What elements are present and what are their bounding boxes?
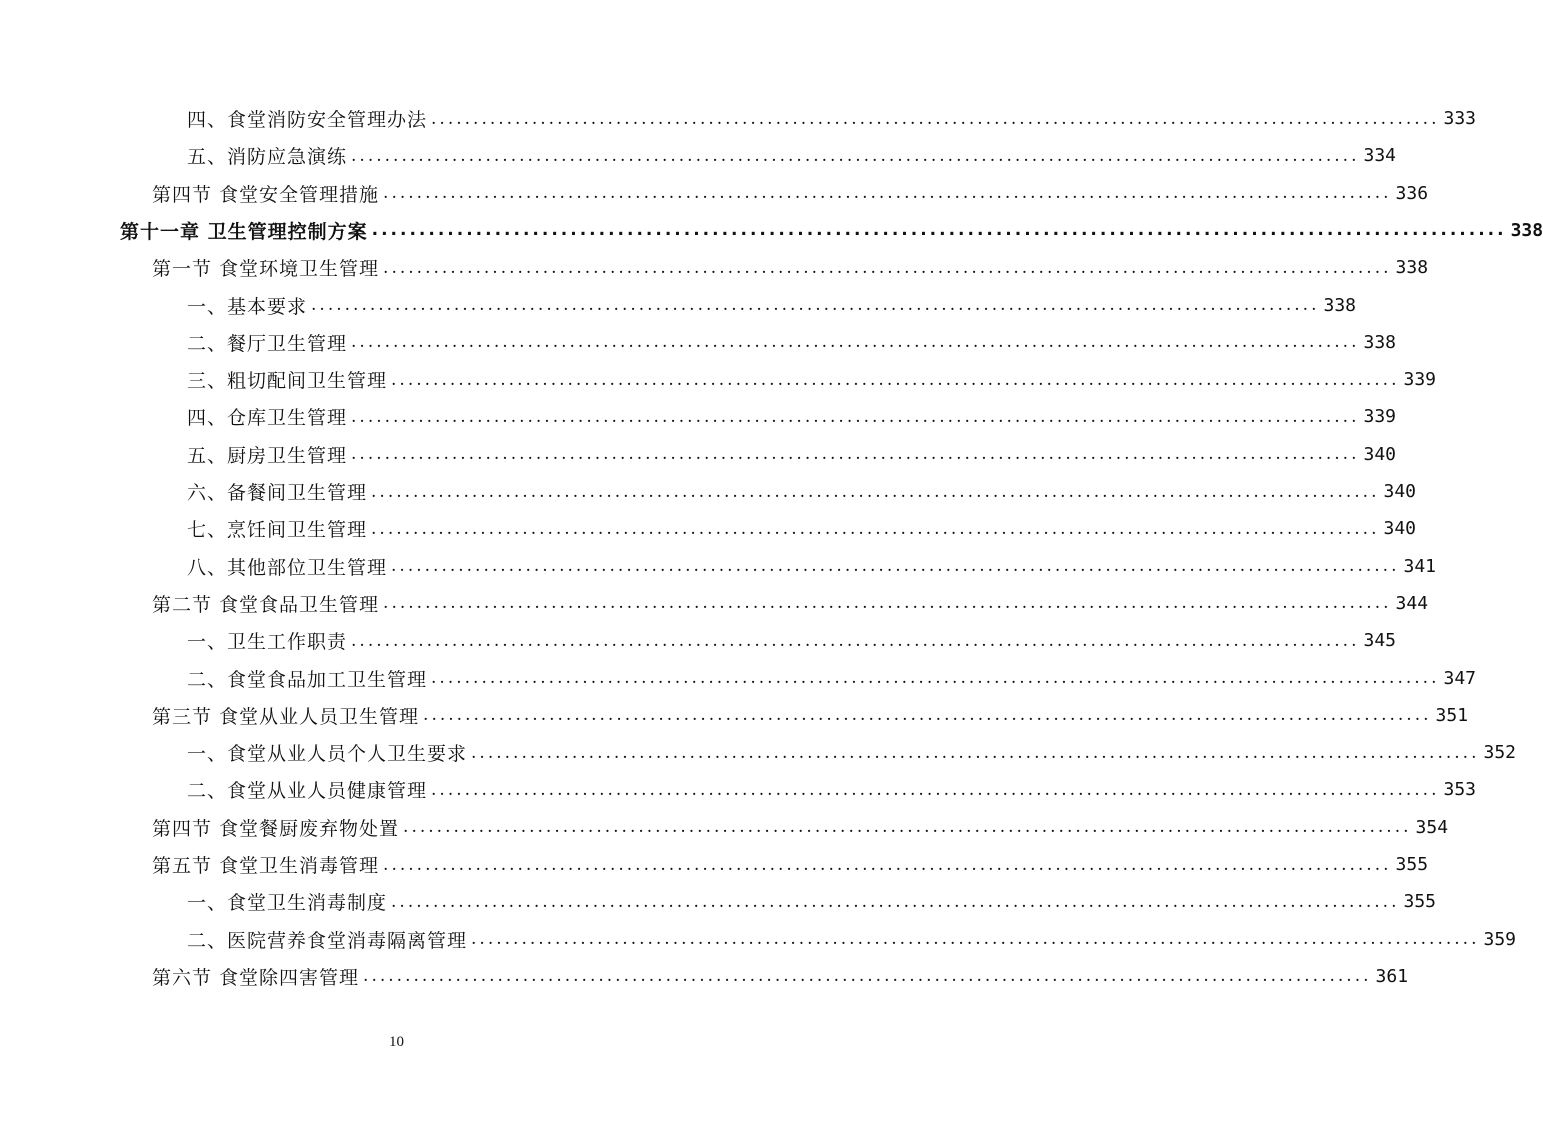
- toc-entry[interactable]: [187, 436, 1396, 473]
- toc-leader-dots: ........................................................................................................................: [351, 406, 1360, 427]
- toc-entry-title: 一、基本要求: [187, 295, 308, 318]
- toc-leader-dots: ........................................................................................................................: [391, 891, 1400, 912]
- toc-entry[interactable]: [187, 548, 1436, 585]
- toc-entry-page: 352: [1483, 742, 1516, 764]
- toc-entry-page: 336: [1395, 182, 1429, 204]
- toc-entry-title: 二、医院营养食堂消毒隔离管理: [187, 929, 468, 952]
- toc-entry-page: 338: [1510, 219, 1543, 241]
- toc-entry-title: 第三节 食堂从业人员卫生管理: [152, 705, 420, 728]
- toc-entry[interactable]: [187, 921, 1516, 958]
- toc-entry[interactable]: [187, 771, 1476, 808]
- toc-entry[interactable]: [152, 697, 1469, 734]
- toc-leader-dots: ........................................................................................................................: [471, 742, 1480, 763]
- toc-entry-page: 355: [1403, 891, 1436, 913]
- toc-entry[interactable]: [187, 287, 1356, 324]
- toc-entry-title: 一、食堂卫生消毒制度: [187, 892, 388, 915]
- toc-entry[interactable]: [187, 473, 1416, 510]
- toc-entry[interactable]: [152, 958, 1409, 995]
- toc-entry-title: 第四节 食堂餐厨废弃物处置: [152, 817, 400, 840]
- toc-entry-title: 二、食堂从业人员健康管理: [187, 780, 428, 803]
- toc-entry-title: 五、消防应急演练: [187, 146, 348, 169]
- toc-entry-title: 三、粗切配间卫生管理: [187, 370, 388, 393]
- toc-leader-dots: ........................................................................................................................: [423, 705, 1432, 726]
- toc-entry-title: 第五节 食堂卫生消毒管理: [152, 855, 380, 877]
- toc-entry[interactable]: [187, 324, 1396, 361]
- toc-leader-dots: ........................................................................................................................: [431, 779, 1440, 800]
- toc-leader-dots: ........................................................................................................................: [351, 332, 1360, 353]
- toc-entry-title: 一、卫生工作职责: [187, 631, 348, 654]
- toc-entry-title: 五、厨房卫生管理: [187, 444, 348, 467]
- toc-leader-dots: ........................................................................................................................: [311, 295, 1320, 315]
- toc-entry-page: 359: [1483, 928, 1516, 950]
- toc-leader-dots: ........................................................................................................................: [351, 630, 1360, 651]
- toc-entry-title: 第一节 食堂环境卫生管理: [152, 258, 380, 281]
- toc-entry[interactable]: [187, 660, 1476, 697]
- toc-entry-page: 344: [1395, 592, 1429, 614]
- toc-entry-title: 八、其他部位卫生管理: [187, 556, 388, 579]
- toc-leader-dots: ........................................................................................................................: [363, 966, 1372, 987]
- toc-entry[interactable]: [152, 249, 1429, 286]
- toc-entry-page: 340: [1383, 518, 1416, 540]
- toc-entry-page: 345: [1363, 630, 1396, 652]
- toc-leader-dots: ........................................................................................................................: [391, 556, 1400, 577]
- toc-leader-dots: ........................................................................................................................: [371, 220, 1507, 241]
- toc-entry[interactable]: [120, 212, 1543, 249]
- toc-entry-page: 347: [1443, 667, 1476, 689]
- toc-entry-page: 338: [1323, 294, 1356, 316]
- toc-entry-page: 351: [1435, 704, 1469, 726]
- toc-entry[interactable]: [187, 100, 1476, 137]
- toc-entry-page: 353: [1443, 779, 1476, 801]
- toc-entry-title: 四、仓库卫生管理: [187, 407, 348, 430]
- toc-entry-title: 第六节 食堂除四害管理: [152, 966, 360, 989]
- toc-entry[interactable]: [152, 809, 1449, 846]
- toc-entry[interactable]: [152, 175, 1429, 212]
- toc-entry-title: 第二节 食堂食品卫生管理: [152, 593, 380, 616]
- toc-entry[interactable]: [187, 734, 1516, 771]
- toc-leader-dots: ........................................................................................................................: [403, 817, 1412, 838]
- toc-entry-page: 334: [1363, 145, 1396, 167]
- toc-entry-page: 339: [1403, 369, 1436, 391]
- toc-leader-dots: ........................................................................................................................: [351, 145, 1360, 166]
- toc-entry-page: 333: [1443, 108, 1476, 129]
- toc-entry-title: 第四节 食堂安全管理措施: [152, 183, 380, 206]
- toc-entry-page: 340: [1363, 443, 1396, 465]
- toc-entry[interactable]: [187, 137, 1396, 174]
- toc-entry-title: 一、食堂从业人员个人卫生要求: [187, 743, 468, 766]
- toc-entry-title: 七、烹饪间卫生管理: [187, 519, 368, 542]
- toc-leader-dots: ........................................................................................................................: [431, 108, 1440, 129]
- toc-entry[interactable]: [152, 846, 1429, 883]
- toc-leader-dots: ........................................................................................................................: [383, 257, 1392, 278]
- toc-entry-title: 二、食堂食品加工卫生管理: [187, 668, 428, 691]
- toc-entry[interactable]: [187, 361, 1436, 398]
- toc-entry[interactable]: [152, 585, 1429, 622]
- toc-leader-dots: ........................................................................................................................: [431, 668, 1440, 688]
- toc-entry-title: 四、食堂消防安全管理办法: [187, 109, 428, 131]
- page-number: 10: [389, 1034, 404, 1050]
- toc-entry-page: 338: [1395, 257, 1429, 279]
- toc-leader-dots: ........................................................................................................................: [371, 518, 1380, 539]
- toc-leader-dots: ........................................................................................................................: [351, 444, 1360, 465]
- toc-entry[interactable]: [187, 622, 1396, 659]
- toc-entry[interactable]: [187, 883, 1436, 920]
- toc-entry-page: 355: [1395, 854, 1429, 875]
- toc-leader-dots: ........................................................................................................................: [391, 369, 1400, 390]
- toc-entry-page: 354: [1415, 816, 1449, 838]
- toc-entry-page: 361: [1375, 965, 1409, 987]
- toc-entry-title: 第十一章 卫生管理控制方案: [120, 220, 368, 243]
- toc-leader-dots: ........................................................................................................................: [471, 929, 1480, 950]
- toc-entry-page: 340: [1383, 481, 1416, 502]
- toc-entry-page: 339: [1363, 406, 1396, 428]
- toc-leader-dots: ........................................................................................................................: [383, 854, 1392, 875]
- toc-entry-page: 338: [1363, 331, 1396, 353]
- toc-entry-title: 二、餐厅卫生管理: [187, 332, 348, 355]
- toc-leader-dots: ........................................................................................................................: [383, 183, 1392, 204]
- toc-entry[interactable]: [187, 398, 1396, 435]
- toc-leader-dots: ........................................................................................................................: [383, 593, 1392, 614]
- toc-entry-title: 六、备餐间卫生管理: [187, 482, 368, 504]
- toc-leader-dots: ........................................................................................................................: [371, 481, 1380, 502]
- toc-entry[interactable]: [187, 510, 1416, 547]
- toc-entry-page: 341: [1403, 555, 1436, 577]
